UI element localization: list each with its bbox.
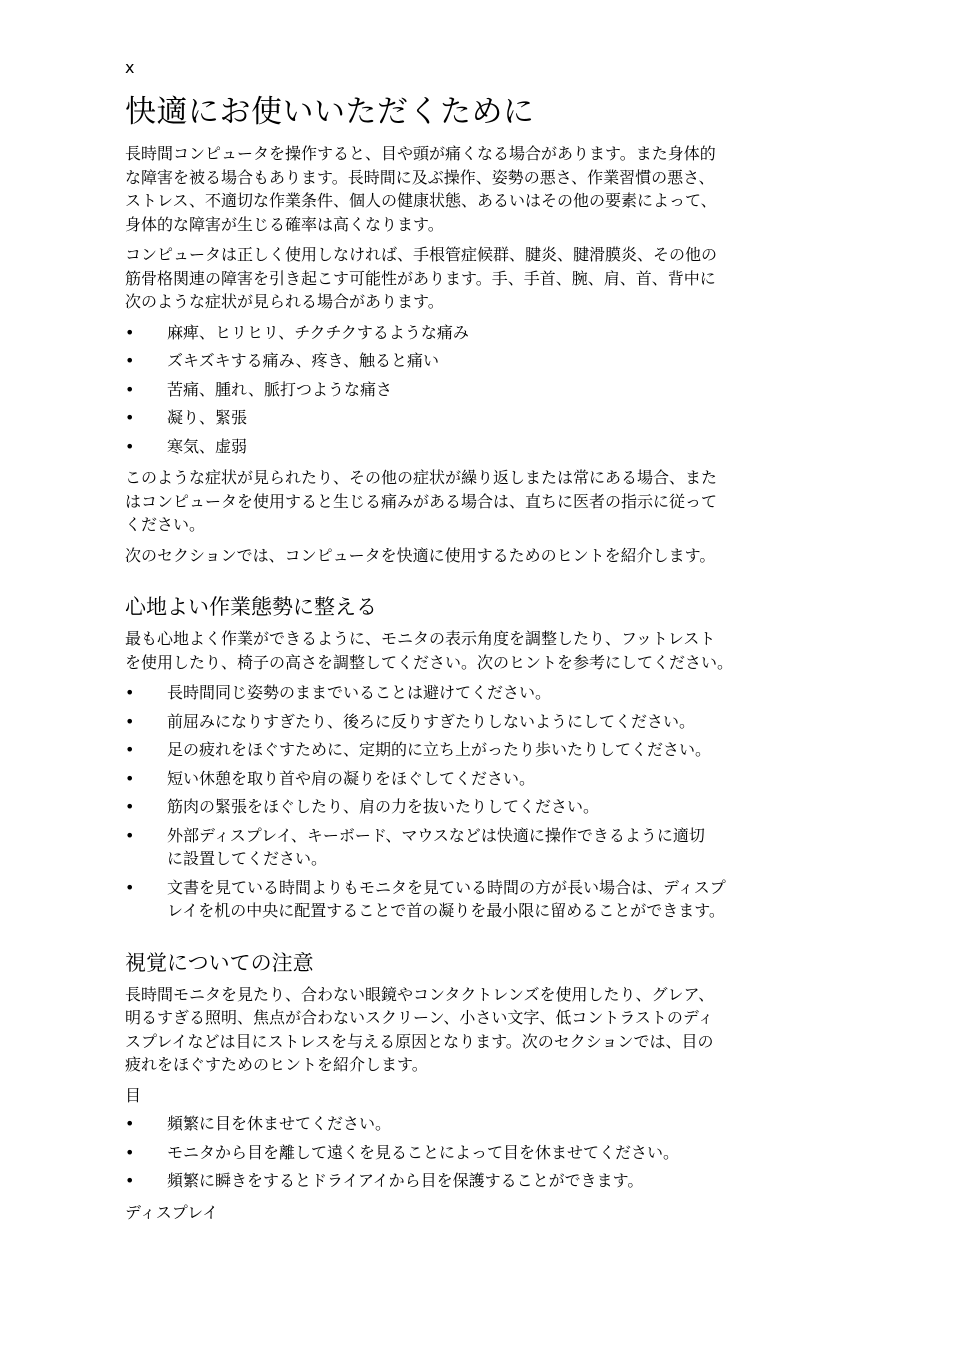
list-item bbox=[125, 349, 815, 373]
list-item bbox=[125, 710, 815, 734]
text-line: 筋骨格関連の障害を引き起こす可能性があります。手、手首、腕、肩、首、背中に bbox=[125, 268, 716, 288]
list-item-text: 短い休憩を取り首や肩の凝りをほぐしてください。 bbox=[167, 768, 536, 788]
text-line: 身体的な障害が生じる確率は高くなります。 bbox=[125, 214, 444, 234]
list-item bbox=[125, 876, 815, 923]
text-line: 長時間モニタを見たり、合わない眼鏡やコンタクトレンズを使用したり、グレア、 bbox=[125, 984, 715, 1004]
bullet-icon: • bbox=[125, 322, 135, 342]
page-title: 快適にお使いいただくために bbox=[125, 94, 535, 130]
list-item-text: 苦痛、腫れ、脈打つような痛さ bbox=[167, 379, 392, 399]
list-item bbox=[125, 1112, 815, 1136]
section-heading-vision: 視覚についての注意 bbox=[125, 950, 314, 975]
list-item-text: レイを机の中央に配置することで首の凝りを最小限に留めることができます。 bbox=[167, 901, 725, 920]
intro-paragraph-4 bbox=[125, 544, 815, 568]
list-item-text: 足の疲れをほぐすために、定期的に立ち上がったり歩いたりしてください。 bbox=[167, 740, 712, 759]
text-line: コンピュータは正しく使用しなければ、手根管症候群、腱炎、腱滑膜炎、その他の bbox=[125, 245, 718, 264]
bullet-icon: • bbox=[125, 683, 135, 702]
symptoms-list bbox=[125, 321, 815, 459]
bullet-icon: • bbox=[125, 797, 135, 816]
vision-paragraph bbox=[125, 983, 815, 1077]
bullet-icon: • bbox=[125, 711, 135, 731]
list-item-text: 外部ディスプレイ、キーボード、マウスなどは快適に操作できるように適切 bbox=[167, 825, 705, 845]
bullet-icon: • bbox=[125, 740, 135, 759]
section-heading-posture: 心地よい作業態勢に整える bbox=[125, 595, 377, 619]
bullet-icon: • bbox=[125, 351, 135, 370]
list-item-text: 寒気、虚弱 bbox=[167, 436, 248, 456]
list-item bbox=[125, 681, 815, 705]
list-item-text: モニタから目を離して遠くを見ることによって目を休ませてください。 bbox=[167, 1142, 680, 1162]
text-line: 次のセクションでは、コンピュータを快適に使用するためのヒントを紹介します。 bbox=[125, 545, 716, 565]
list-item-text: ズキズキする痛み、疼き、触ると痛い bbox=[167, 351, 440, 370]
bullet-icon: • bbox=[125, 768, 135, 788]
list-item bbox=[125, 435, 815, 459]
list-item-text: 筋肉の緊張をほぐしたり、肩の力を抜いたりしてください。 bbox=[167, 797, 600, 816]
text-line: な障害を被る場合もあります。長時間に及ぶ操作、姿勢の悪さ、作業習慣の悪さ、 bbox=[125, 167, 715, 187]
text-line: ストレス、不適切な作業条件、個人の健康状態、あるいはその他の要素によって、 bbox=[125, 191, 717, 210]
text-line: このような症状が見られたり、その他の症状が繰り返しまたは常にある場合、また bbox=[125, 468, 718, 487]
list-item-text: 凝り、緊張 bbox=[167, 408, 248, 427]
text-line: 疲れをほぐすためのヒントを紹介します。 bbox=[125, 1055, 428, 1074]
bullet-icon: • bbox=[125, 825, 135, 845]
bullet-icon: • bbox=[125, 1142, 135, 1162]
list-item bbox=[125, 1141, 815, 1165]
intro-paragraph-1 bbox=[125, 142, 815, 236]
intro-paragraph-3 bbox=[125, 466, 815, 537]
list-item-text: 頻繁に目を休ませてください。 bbox=[167, 1114, 392, 1133]
list-item bbox=[125, 1169, 815, 1193]
posture-paragraph bbox=[125, 627, 815, 674]
bullet-icon: • bbox=[125, 436, 135, 456]
page-number: x bbox=[125, 58, 135, 77]
bullet-icon: • bbox=[125, 877, 135, 897]
list-item bbox=[125, 767, 815, 791]
display-subheading: ディスプレイ bbox=[125, 1202, 219, 1222]
list-item-text: 麻痺、ヒリヒリ、チクチクするような痛み bbox=[167, 322, 469, 342]
text-line: を使用したり、椅子の高さを調整してください。次のヒントを参考にしてください。 bbox=[125, 652, 734, 672]
list-item-text: 長時間同じ姿勢のままでいることは避けてください。 bbox=[167, 683, 552, 702]
text-line: 明るすぎる照明、焦点が合わないスクリーン、小さい文字、低コントラストのディ bbox=[125, 1008, 714, 1027]
eyes-subheading: 目 bbox=[125, 1085, 142, 1105]
text-line: はコンピュータを使用すると生じる痛みがある場合は、直ちに医者の指示に従って bbox=[125, 491, 718, 511]
list-item bbox=[125, 795, 815, 819]
list-item-text: に設置してください。 bbox=[167, 849, 328, 868]
intro-paragraph-2 bbox=[125, 243, 815, 314]
text-line: ください。 bbox=[125, 515, 206, 534]
list-item-text: 文書を見ている時間よりもモニタを見ている時間の方が長い場合は、ディスプ bbox=[167, 877, 726, 897]
list-item bbox=[125, 738, 815, 762]
list-item-text: 頻繁に瞬きをするとドライアイから目を保護することができます。 bbox=[167, 1171, 644, 1190]
bullet-icon: • bbox=[125, 379, 135, 399]
list-item bbox=[125, 824, 815, 871]
posture-tips-list bbox=[125, 681, 815, 923]
text-line: 次のような症状が見られる場合があります。 bbox=[125, 292, 444, 311]
bullet-icon: • bbox=[125, 1114, 135, 1133]
text-line: 最も心地よく作業ができるように、モニタの表示角度を調整したり、フットレスト bbox=[125, 629, 716, 648]
eye-tips-list bbox=[125, 1112, 815, 1193]
bullet-icon: • bbox=[125, 1171, 135, 1190]
list-item bbox=[125, 378, 815, 402]
document-page bbox=[125, 58, 815, 1229]
text-line: スプレイなどは目にストレスを与える原因となります。次のセクションでは、目の bbox=[125, 1031, 714, 1051]
list-item bbox=[125, 321, 815, 345]
list-item-text: 前屈みになりすぎたり、後ろに反りすぎたりしないようにしてください。 bbox=[167, 711, 696, 731]
text-line: 長時間コンピュータを操作すると、目や頭が痛くなる場合があります。また身体的 bbox=[125, 144, 716, 163]
list-item bbox=[125, 406, 815, 430]
bullet-icon: • bbox=[125, 408, 135, 427]
